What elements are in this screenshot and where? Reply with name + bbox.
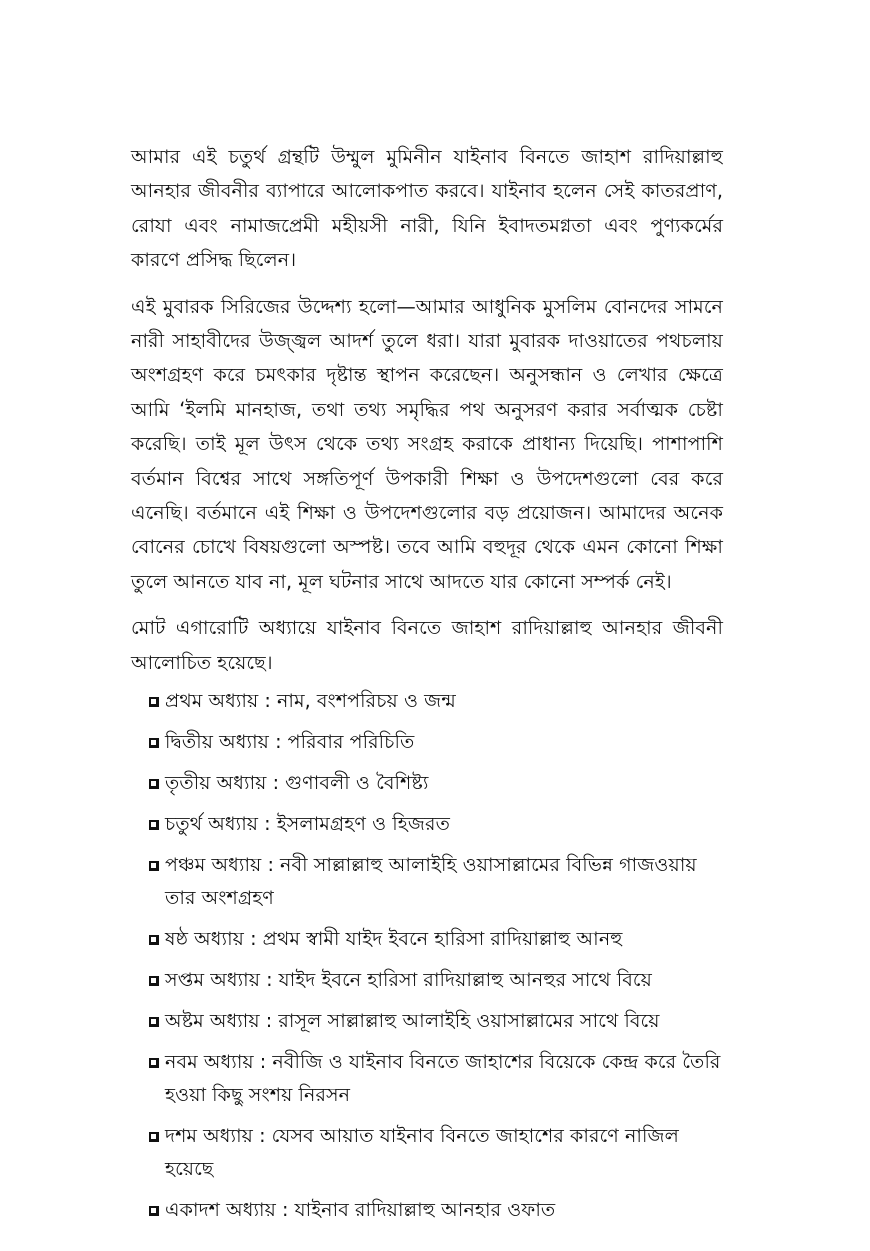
chapter-title: দশম অধ্যায় : যেসব আয়াত যাইনাব বিনতে জাহাশের কারণে নাজিল হয়েছে bbox=[165, 1124, 679, 1181]
chapter-overview-paragraph: মোট এগারোটি অধ্যায়ে যাইনাব বিনতে জাহাশ রাদিয়াল্লাহু আনহার জীবনী আলোচিত হয়েছে। bbox=[131, 616, 723, 674]
square-bullet-icon bbox=[149, 976, 159, 986]
chapter-title: ষষ্ঠ অধ্যায় : প্রথম স্বামী যাইদ ইবনে হারিসা রাদিয়াল্লাহু আনহু bbox=[165, 927, 623, 951]
square-bullet-icon bbox=[149, 1058, 159, 1068]
chapter-item-10 bbox=[149, 1119, 723, 1185]
chapter-item-5 bbox=[149, 848, 723, 914]
square-bullet-icon bbox=[149, 861, 159, 871]
chapter-title: সপ্তম অধ্যায় : যাইদ ইবনে হারিসা রাদিয়াল্লাহু আনহুর সাথে বিয়ে bbox=[165, 968, 652, 992]
intro-paragraph: আমার এই চতুর্থ গ্রন্থটি উম্মুল মুমিনীন যাইনাব বিনতে জাহাশ রাদিয়াল্লাহু আনহার জীবনীর ব্যাপারে আলোকপাত করবে। যাইনাব হলেন সেই কাতরপ্রাণ, রোযা এবং নামাজপ্রেমী মহীয়সী নারী, যিনি ইবাদতমগ্নতা এবং পুণ্যকর্মের কারণে প্রসিদ্ধ ছিলেন। bbox=[131, 145, 723, 272]
square-bullet-icon bbox=[149, 738, 159, 748]
square-bullet-icon bbox=[149, 1132, 159, 1142]
book-page bbox=[131, 140, 723, 1234]
chapter-item-11 bbox=[149, 1193, 723, 1226]
square-bullet-icon bbox=[149, 697, 159, 707]
chapter-title: অষ্টম অধ্যায় : রাসূল সাল্লাল্লাহু আলাইহি ওয়াসাল্লামের সাথে বিয়ে bbox=[165, 1009, 660, 1033]
chapter-item-2 bbox=[149, 725, 723, 758]
chapter-item-6 bbox=[149, 922, 723, 955]
square-bullet-icon bbox=[149, 779, 159, 789]
chapter-title: পঞ্চম অধ্যায় : নবী সাল্লাল্লাহু আলাইহি ওয়াসাল্লামের বিভিন্ন গাজওয়ায় তার অংশগ্রহণ bbox=[165, 853, 697, 910]
chapter-title: একাদশ অধ্যায় : যাইনাব রাদিয়াল্লাহু আনহার ওফাত bbox=[165, 1198, 556, 1222]
chapter-list bbox=[131, 684, 723, 1226]
square-bullet-icon bbox=[149, 1017, 159, 1027]
square-bullet-icon bbox=[149, 935, 159, 945]
chapter-title: চতুর্থ অধ্যায় : ইসলামগ্রহণ ও হিজরত bbox=[165, 812, 450, 836]
chapter-item-8 bbox=[149, 1004, 723, 1037]
chapter-title: নবম অধ্যায় : নবীজি ও যাইনাব বিনতে জাহাশের বিয়েকে কেন্দ্র করে তৈরি হওয়া কিছু সংশয় নিরসন bbox=[165, 1050, 721, 1107]
square-bullet-icon bbox=[149, 820, 159, 830]
chapter-item-9 bbox=[149, 1045, 723, 1111]
chapter-title: তৃতীয় অধ্যায় : গুণাবলী ও বৈশিষ্ট্য bbox=[165, 771, 429, 795]
series-purpose-paragraph: এই মুবারক সিরিজের উদ্দেশ্য হলো—আমার আধুনিক মুসলিম বোনদের সামনে নারী সাহাবীদের উজ্জ্বল আদর্শ তুলে ধরা। যারা মুবারক দাওয়াতের পথচলায় অংশগ্রহণ করে চমৎকার দৃষ্টান্ত স্থাপন করেছেন। অনুসন্ধান ও লেখার ক্ষেত্রে আমি ‘ইলমি মানহাজ, তথা তথ্য সমৃদ্ধির পথ অনুসরণ করার সর্বাত্মক চেষ্টা করেছি। তাই মূল উৎস থেকে তথ্য সংগ্রহ করাকে প্রাধান্য দিয়েছি। পাশাপাশি বর্তমান বিশ্বের সাথে সঙ্গতিপূর্ণ উপকারী শিক্ষা ও উপদেশগুলো বের করে এনেছি। বর্তমানে এই শিক্ষা ও উপদেশগুলোর বড় প্রয়োজন। আমাদের অনেক বোনের চোখে বিষয়গুলো অস্পষ্ট। তবে আমি বহুদূর থেকে এমন কোনো শিক্ষা তুলে আনতে যাব না, মূল ঘটনার সাথে আদতে যার কোনো সম্পর্ক নেই। bbox=[131, 294, 723, 593]
chapter-title: প্রথম অধ্যায় : নাম, বংশপরিচয় ও জন্ম bbox=[165, 689, 456, 713]
chapter-title: দ্বিতীয় অধ্যায় : পরিবার পরিচিতি bbox=[165, 730, 415, 754]
square-bullet-icon bbox=[149, 1206, 159, 1216]
chapter-item-4 bbox=[149, 807, 723, 840]
chapter-item-7 bbox=[149, 963, 723, 996]
chapter-item-1 bbox=[149, 684, 723, 717]
chapter-item-3 bbox=[149, 766, 723, 799]
